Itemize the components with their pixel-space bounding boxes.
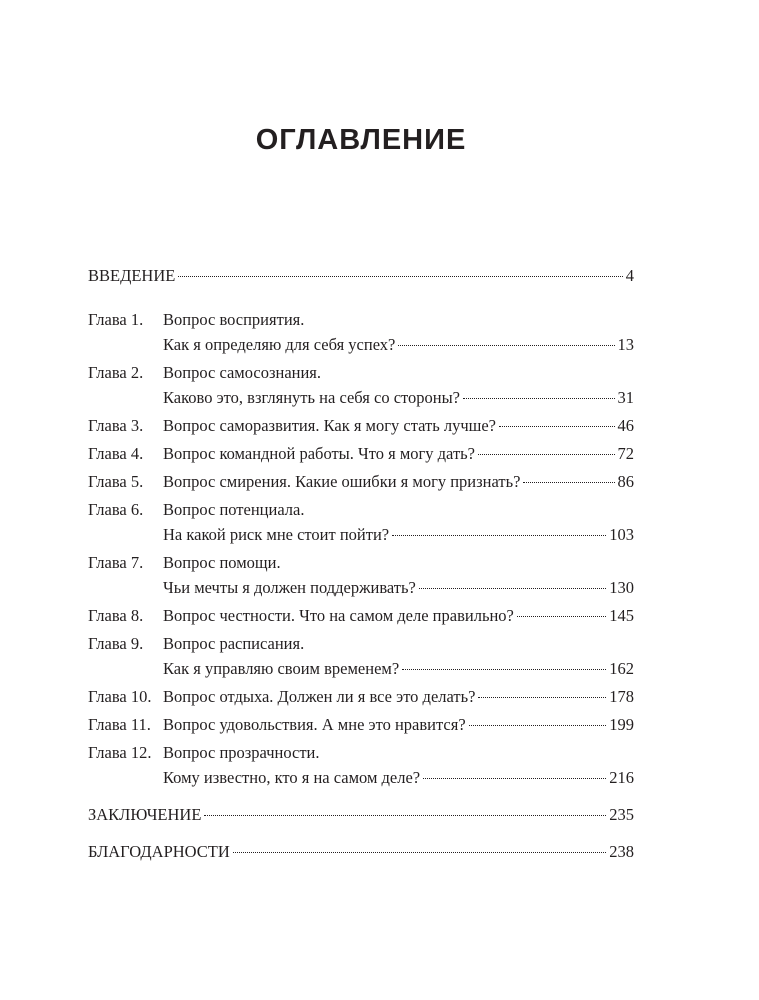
chapter-title-line: Вопрос потенциала. [163, 500, 305, 519]
toc-entry-chapter-6[interactable] [88, 497, 634, 547]
dot-leader [419, 588, 606, 589]
toc-page-number: 31 [617, 388, 634, 407]
dot-leader [398, 345, 614, 346]
dot-leader [478, 454, 614, 455]
chapter-title-line: Как я управляю своим временем? [163, 659, 400, 678]
toc-entry-intro[interactable] [88, 263, 634, 288]
toc-entry-chapter-11[interactable] [88, 712, 634, 737]
chapter-number: Глава 11. [88, 715, 151, 734]
toc-entry-chapter-7[interactable] [88, 550, 634, 600]
dot-leader [499, 426, 614, 427]
toc-entry-chapter-3[interactable] [88, 413, 634, 438]
toc-page-number: 103 [609, 525, 634, 544]
toc-entry-label: БЛАГОДАРНОСТИ [88, 842, 230, 861]
chapter-number: Глава 2. [88, 363, 144, 382]
toc-entry-chapter-10[interactable] [88, 684, 634, 709]
toc-page-number: 46 [617, 416, 634, 435]
table-of-contents [88, 263, 634, 864]
chapter-number: Глава 3. [88, 416, 144, 435]
toc-page-number: 145 [609, 606, 634, 625]
chapter-title-line: Вопрос саморазвития. Как я могу стать лучше? [163, 416, 497, 435]
toc-entry-label: ВВЕДЕНИЕ [88, 266, 176, 285]
toc-page-number: 216 [609, 768, 634, 787]
dot-leader [478, 697, 606, 698]
dot-leader [423, 778, 606, 779]
chapter-title-line: Вопрос честности. Что на самом деле правильно? [163, 606, 514, 625]
dot-leader [463, 398, 615, 399]
toc-entry-label: ЗАКЛЮЧЕНИЕ [88, 805, 202, 824]
chapter-title-line: Вопрос удовольствия. А мне это нравится? [163, 715, 466, 734]
chapter-number: Глава 9. [88, 634, 144, 653]
toc-page-number: 13 [617, 335, 634, 354]
dot-leader [233, 852, 606, 853]
chapter-title-line: Чьи мечты я должен поддерживать? [163, 578, 416, 597]
toc-page-number: 235 [609, 805, 634, 824]
dot-leader [392, 535, 606, 536]
chapter-number: Глава 6. [88, 500, 144, 519]
chapter-title-line: Каково это, взглянуть на себя со стороны? [163, 388, 460, 407]
dot-leader [178, 276, 622, 277]
chapter-number: Глава 12. [88, 743, 152, 762]
toc-page-number: 199 [609, 715, 634, 734]
chapter-title-line: Вопрос самосознания. [163, 363, 322, 382]
toc-page-number: 238 [609, 842, 634, 861]
toc-page-number: 4 [625, 266, 634, 285]
toc-page-number: 162 [609, 659, 634, 678]
chapter-title-line: Вопрос восприятия. [163, 310, 305, 329]
toc-entry-chapter-2[interactable] [88, 360, 634, 410]
toc-entry-chapter-5[interactable] [88, 469, 634, 494]
chapter-title-line: Вопрос смирения. Какие ошибки я могу признать? [163, 472, 521, 491]
dot-leader [402, 669, 606, 670]
toc-entry-conclusion[interactable] [88, 802, 634, 827]
chapter-number: Глава 7. [88, 553, 144, 572]
chapter-title-line: Вопрос расписания. [163, 634, 305, 653]
chapter-number: Глава 1. [88, 310, 144, 329]
chapter-title-line: Как я определяю для себя успех? [163, 335, 396, 354]
dot-leader [523, 482, 614, 483]
dot-leader [517, 616, 606, 617]
dot-leader [469, 725, 607, 726]
chapter-number: Глава 5. [88, 472, 144, 491]
toc-entry-chapter-1[interactable] [88, 307, 634, 357]
chapter-title-line: Кому известно, кто я на самом деле? [163, 768, 421, 787]
toc-page-number: 178 [609, 687, 634, 706]
dot-leader [204, 815, 606, 816]
toc-entry-chapter-9[interactable] [88, 631, 634, 681]
chapter-number: Глава 8. [88, 606, 144, 625]
chapter-title-line: Вопрос командной работы. Что я могу дать? [163, 444, 476, 463]
chapter-title-line: Вопрос отдыха. Должен ли я все это делать? [163, 687, 476, 706]
chapter-number: Глава 4. [88, 444, 144, 463]
toc-entry-acknowledgements[interactable] [88, 839, 634, 864]
toc-entry-chapter-4[interactable] [88, 441, 634, 466]
chapter-title-line: Вопрос помощи. [163, 553, 281, 572]
page-title: ОГЛАВЛЕНИЕ [255, 124, 467, 156]
chapter-title-line: На какой риск мне стоит пойти? [163, 525, 390, 544]
toc-page-number: 72 [617, 444, 634, 463]
toc-entry-chapter-12[interactable] [88, 740, 634, 790]
toc-entry-chapter-8[interactable] [88, 603, 634, 628]
chapter-title-line: Вопрос прозрачности. [163, 743, 320, 762]
toc-page-number: 86 [617, 472, 634, 491]
toc-page-number: 130 [609, 578, 634, 597]
chapter-number: Глава 10. [88, 687, 152, 706]
